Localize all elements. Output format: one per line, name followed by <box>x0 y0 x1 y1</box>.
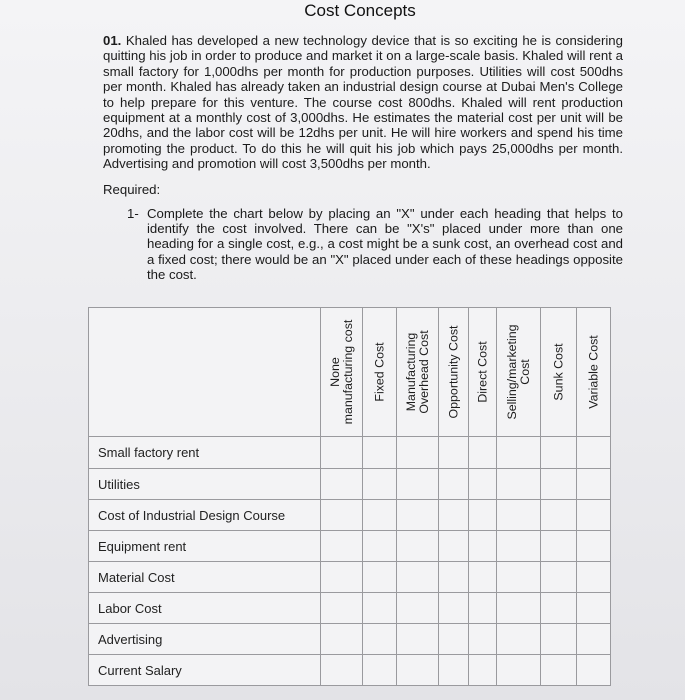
problem-number: 01. <box>103 33 122 48</box>
answer-cell[interactable] <box>397 437 439 469</box>
row-label: Material Cost <box>89 562 321 593</box>
answer-cell[interactable] <box>497 624 541 655</box>
row-label: Current Salary <box>89 655 321 686</box>
answer-cell[interactable] <box>439 500 469 531</box>
header-row <box>89 308 611 437</box>
column-header-line1: Sunk Cost <box>551 343 565 401</box>
answer-cell[interactable] <box>363 655 397 686</box>
column-header <box>577 308 611 437</box>
answer-cell[interactable] <box>469 469 497 500</box>
answer-cell[interactable] <box>363 531 397 562</box>
column-header-line2: Cost <box>517 359 532 385</box>
answer-cell[interactable] <box>397 655 439 686</box>
problem-statement <box>103 33 623 172</box>
column-header-line1: Direct Cost <box>475 341 489 403</box>
answer-cell[interactable] <box>363 437 397 469</box>
column-header-line1: None <box>327 357 342 387</box>
answer-cell[interactable] <box>469 500 497 531</box>
answer-cell[interactable] <box>577 500 611 531</box>
table-row <box>89 562 611 593</box>
answer-cell[interactable] <box>439 593 469 624</box>
answer-cell[interactable] <box>541 624 577 655</box>
answer-cell[interactable] <box>577 531 611 562</box>
required-heading: Required: <box>103 182 161 197</box>
column-header-line1: Manufacturing <box>403 332 418 412</box>
row-label: Labor Cost <box>89 593 321 624</box>
answer-cell[interactable] <box>439 562 469 593</box>
answer-cell[interactable] <box>439 655 469 686</box>
answer-cell[interactable] <box>469 593 497 624</box>
answer-cell[interactable] <box>497 593 541 624</box>
column-header <box>439 308 469 437</box>
column-header <box>363 308 397 437</box>
answer-cell[interactable] <box>321 624 363 655</box>
answer-cell[interactable] <box>321 562 363 593</box>
answer-cell[interactable] <box>497 655 541 686</box>
answer-cell[interactable] <box>439 469 469 500</box>
column-header <box>321 308 363 437</box>
answer-cell[interactable] <box>321 469 363 500</box>
answer-cell[interactable] <box>321 437 363 469</box>
answer-cell[interactable] <box>397 531 439 562</box>
table-row <box>89 655 611 686</box>
page-title: Cost Concepts <box>304 1 416 20</box>
answer-cell[interactable] <box>363 593 397 624</box>
answer-cell[interactable] <box>397 593 439 624</box>
answer-cell[interactable] <box>541 655 577 686</box>
cost-classification-table <box>88 307 611 686</box>
answer-cell[interactable] <box>439 531 469 562</box>
corner-cell <box>89 308 321 437</box>
answer-cell[interactable] <box>439 437 469 469</box>
answer-cell[interactable] <box>497 437 541 469</box>
row-label: Utilities <box>89 469 321 500</box>
answer-cell[interactable] <box>541 562 577 593</box>
answer-cell[interactable] <box>363 624 397 655</box>
column-header-line1: Fixed Cost <box>372 342 386 402</box>
answer-cell[interactable] <box>321 531 363 562</box>
answer-cell[interactable] <box>577 469 611 500</box>
answer-cell[interactable] <box>497 500 541 531</box>
requirement-number: 1- <box>127 206 139 221</box>
answer-cell[interactable] <box>469 655 497 686</box>
table-row <box>89 593 611 624</box>
answer-cell[interactable] <box>497 562 541 593</box>
requirement-text: Complete the chart below by placing an "X" under each heading that helps to identify the cost involved. There can be "X's" placed under more than one heading for a single cost, e.g., a cost might be a sunk cost, an overhead cost and a fixed cost; there would be an "X" placed under each of these headings opposite the cost. <box>147 206 623 282</box>
column-header-line1: Variable Cost <box>586 335 600 409</box>
table-row <box>89 469 611 500</box>
answer-cell[interactable] <box>541 469 577 500</box>
answer-cell[interactable] <box>439 624 469 655</box>
answer-cell[interactable] <box>363 500 397 531</box>
row-label: Cost of Industrial Design Course <box>89 500 321 531</box>
row-label: Small factory rent <box>89 437 321 469</box>
problem-text: Khaled has developed a new technology device that is so exciting he is considering quitting his job in order to produce and market it on a large-scale basis. Khaled will rent a small factory for 1,000dhs per month for production purposes. Utilities will cost 500dhs per month. Khaled has already taken an industrial design course at Dubai Men's College to help prepare for this venture. The course cost 800dhs. Khaled will rent production equipment at a monthly cost of 3,000dhs. He estimates the material cost per unit will be 20dhs, and the labor cost will be 12dhs per unit. He will hire workers and spend his time promoting the product. To do this he will quit his job which pays 25,000dhs per month. Advertising and promotion will cost 3,500dhs per month. <box>103 33 623 172</box>
column-header <box>397 308 439 437</box>
table-row <box>89 500 611 531</box>
table-row <box>89 437 611 469</box>
answer-cell[interactable] <box>363 469 397 500</box>
answer-cell[interactable] <box>397 469 439 500</box>
table-row <box>89 624 611 655</box>
table-row <box>89 531 611 562</box>
answer-cell[interactable] <box>363 562 397 593</box>
answer-cell[interactable] <box>469 624 497 655</box>
column-header <box>497 308 541 437</box>
answer-cell[interactable] <box>577 624 611 655</box>
answer-cell[interactable] <box>577 655 611 686</box>
column-header <box>469 308 497 437</box>
answer-cell[interactable] <box>577 593 611 624</box>
answer-cell[interactable] <box>469 562 497 593</box>
answer-cell[interactable] <box>321 500 363 531</box>
answer-cell[interactable] <box>397 500 439 531</box>
answer-cell[interactable] <box>321 593 363 624</box>
answer-cell[interactable] <box>397 624 439 655</box>
answer-cell[interactable] <box>497 469 541 500</box>
answer-cell[interactable] <box>397 562 439 593</box>
answer-cell[interactable] <box>321 655 363 686</box>
answer-cell[interactable] <box>577 437 611 469</box>
column-header <box>541 308 577 437</box>
answer-cell[interactable] <box>541 437 577 469</box>
row-label: Equipment rent <box>89 531 321 562</box>
answer-cell[interactable] <box>541 531 577 562</box>
answer-cell[interactable] <box>469 437 497 469</box>
column-header-line1: Opportunity Cost <box>446 325 460 419</box>
row-label: Advertising <box>89 624 321 655</box>
column-header-line2: manufacturing cost <box>340 319 355 425</box>
answer-cell[interactable] <box>469 531 497 562</box>
answer-cell[interactable] <box>541 593 577 624</box>
answer-cell[interactable] <box>497 531 541 562</box>
answer-cell[interactable] <box>541 500 577 531</box>
column-header-line1: Selling/marketing <box>504 324 519 420</box>
answer-cell[interactable] <box>577 562 611 593</box>
column-header-line2: Overhead Cost <box>416 330 431 414</box>
